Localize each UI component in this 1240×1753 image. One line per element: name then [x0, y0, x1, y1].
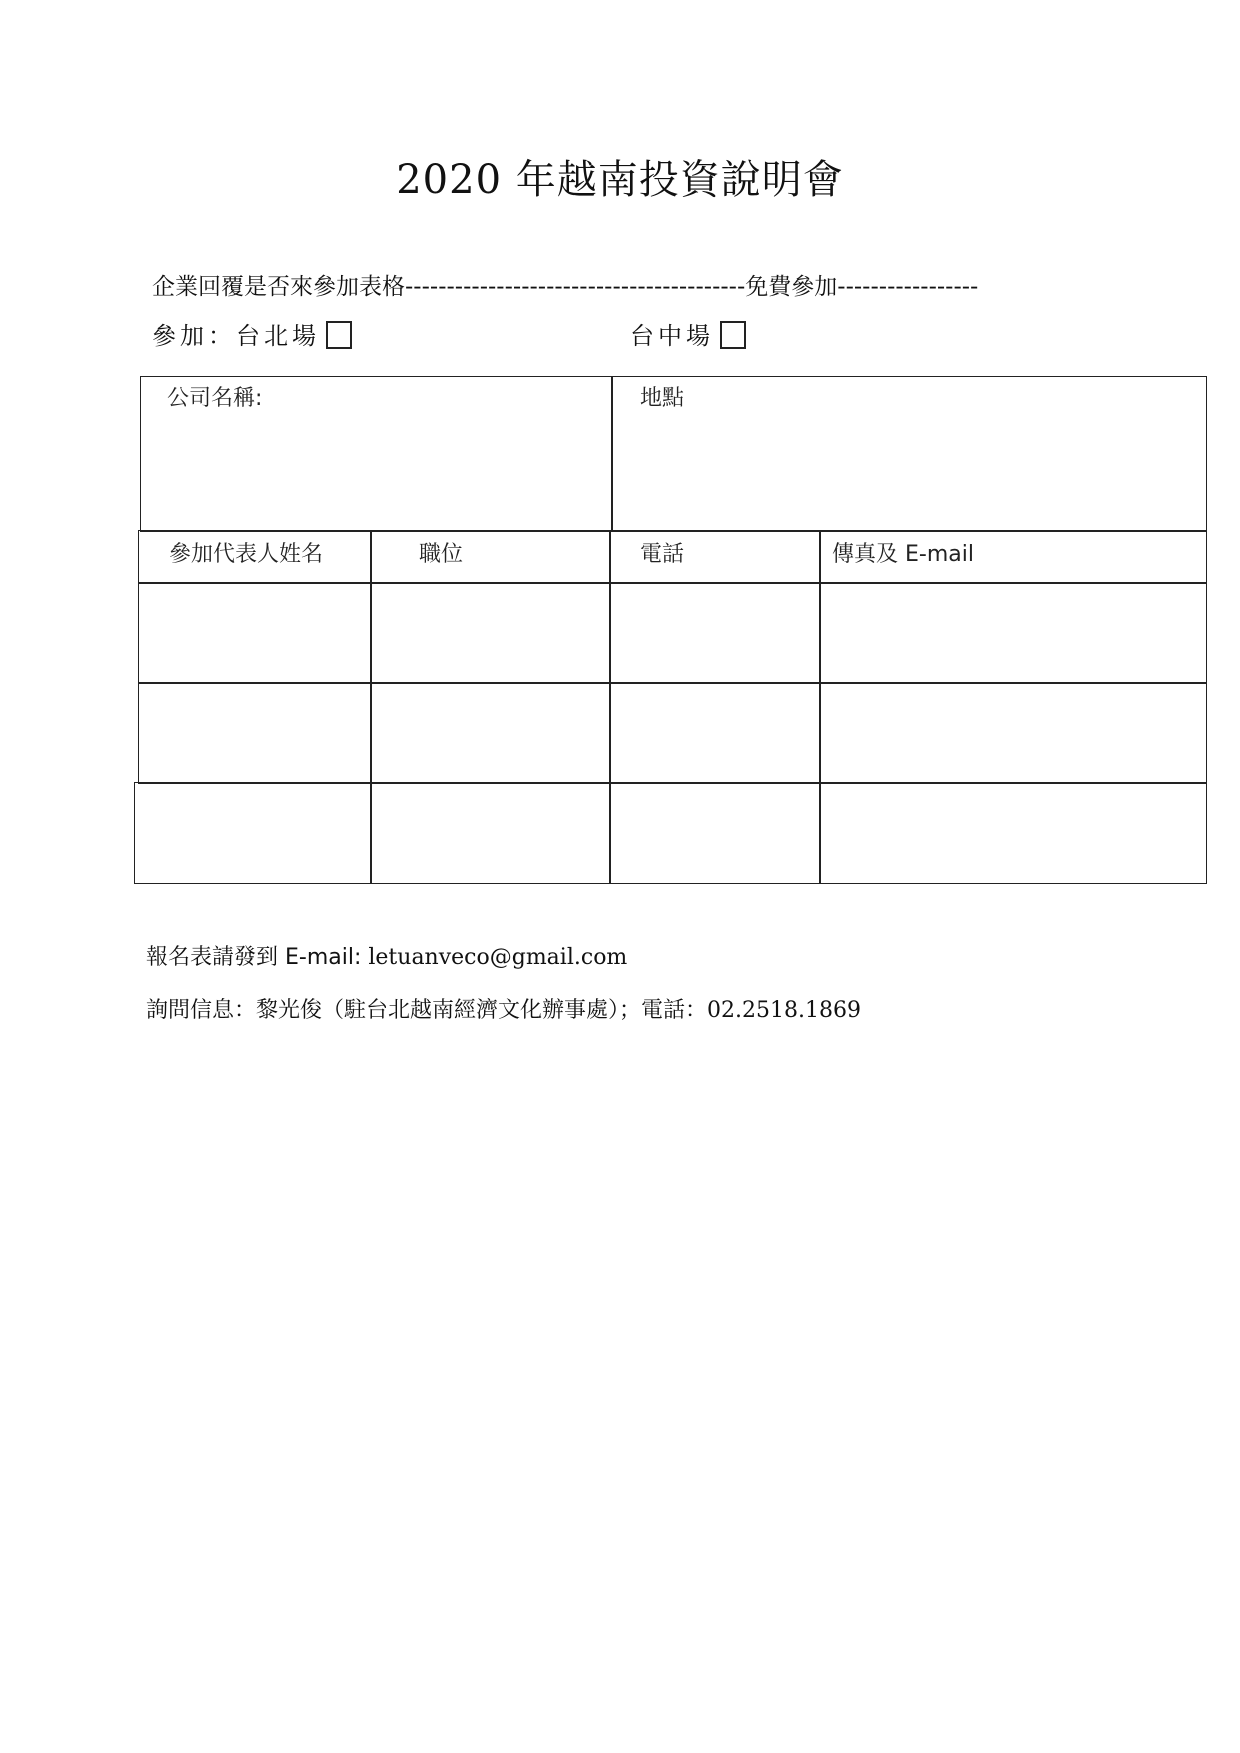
row3-position-input[interactable]: [370, 782, 611, 884]
company-cell[interactable]: [140, 376, 613, 532]
document-title: 2020 年越南投資說明會: [396, 157, 844, 203]
taichung-checkbox[interactable]: [720, 321, 746, 349]
attend-taipei-label: 參加：台北場: [152, 322, 320, 350]
registration-table: [134, 376, 1207, 885]
row2-name-input[interactable]: [138, 682, 372, 784]
registration-email-line: [146, 940, 627, 971]
header-fax-email: 傳真及 E-mail: [832, 542, 974, 567]
row3-fax-email-input[interactable]: [819, 782, 1207, 884]
row3-phone-input[interactable]: [609, 782, 821, 884]
header-position: 職位: [419, 542, 464, 567]
header-name-cell: [138, 530, 372, 584]
header-position-cell: [370, 530, 611, 584]
contact-info-line: 詢問信息：黎光俊（駐台北越南經濟文化辦事處）；電話：02.2518.1869: [146, 998, 861, 1023]
location-cell[interactable]: [611, 376, 1207, 532]
attend-taichung-label: 台中場: [630, 322, 714, 350]
header-fax-email-cell: [819, 530, 1207, 584]
row2-position-input[interactable]: [370, 682, 611, 784]
row1-name-input[interactable]: [138, 582, 372, 684]
header-phone: 電話: [640, 542, 685, 567]
reply-instruction: 企業回覆是否來參加表格-----------------------------------------免費參加-----------------: [152, 274, 979, 300]
email-prefix: 報名表請發到 E-mail:: [146, 945, 369, 970]
attend-taichung-row: [630, 316, 746, 351]
taipei-checkbox[interactable]: [326, 321, 352, 349]
row2-phone-input[interactable]: [609, 682, 821, 784]
company-label: 公司名稱:: [167, 386, 263, 411]
header-phone-cell: [609, 530, 821, 584]
row2-fax-email-input[interactable]: [819, 682, 1207, 784]
header-name: 參加代表人姓名: [169, 542, 324, 567]
row1-phone-input[interactable]: [609, 582, 821, 684]
row3-name-input[interactable]: [134, 782, 372, 884]
location-label: 地點: [640, 386, 685, 411]
row1-position-input[interactable]: [370, 582, 611, 684]
registration-email[interactable]: letuanveco@gmail.com: [368, 945, 628, 970]
row1-fax-email-input[interactable]: [819, 582, 1207, 684]
